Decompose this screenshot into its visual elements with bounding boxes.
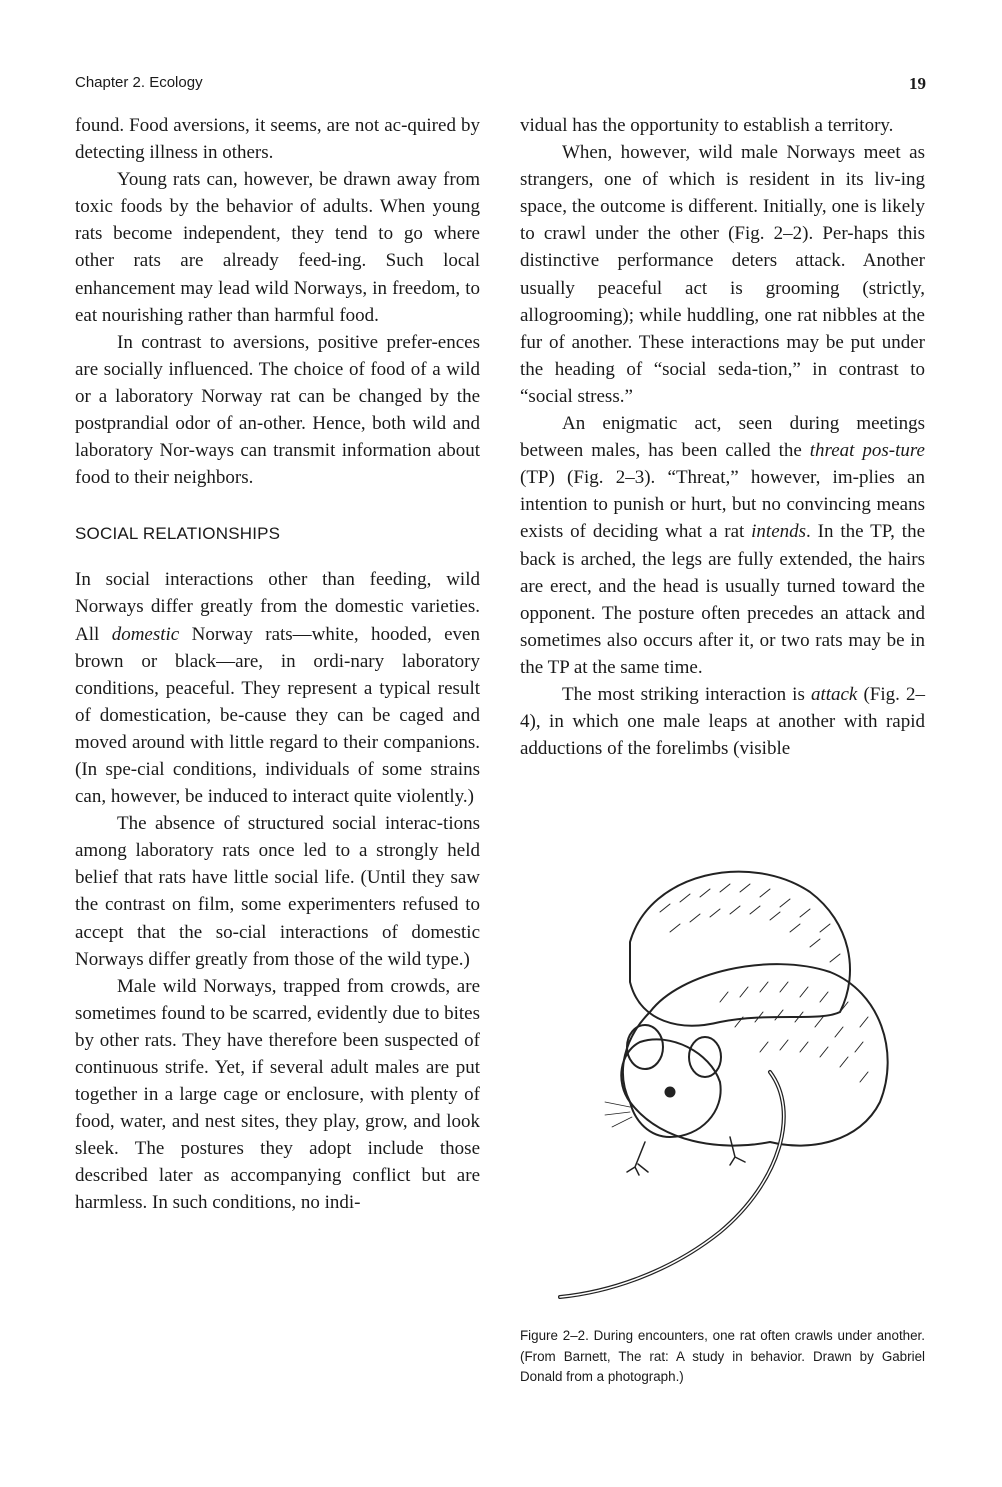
- section-heading: SOCIAL RELATIONSHIPS: [75, 524, 281, 544]
- emphasis: attack: [810, 683, 858, 705]
- text-run: The most striking interaction is: [562, 683, 811, 705]
- paragraph: [75, 566, 480, 810]
- paragraph: found. Food aversions, it seems, are not ac-quired by detecting illness in others.: [75, 115, 480, 164]
- rat-drawing: [520, 852, 925, 1312]
- text-run: In social interactions other than feeding, wild Norways differ greatly from the domestic varieties. All: [75, 569, 480, 645]
- left-column: [75, 112, 480, 1217]
- rat-ear: [689, 1037, 721, 1077]
- text-run: An enigmatic act, seen during meetings between males, has been called the: [520, 413, 925, 462]
- paragraph: In contrast to aversions, positive prefer-ences are socially influenced. The choice of food of a wild or a laboratory Norway rat can be changed by the postprandial odor of an-other. Hence, both wild and laboratory Nor-ways can transmit information about food to their neighbors.: [75, 331, 480, 489]
- emphasis: domestic: [111, 623, 180, 645]
- rat-forepaw: [627, 1142, 648, 1175]
- emphasis: threat pos-ture: [809, 440, 925, 462]
- paragraph: When, however, wild male Norways meet as strangers, one of which is resident in its liv-ing space, the outcome is different. Initially, one is likely to crawl under the other (Fig. 2–2). Per-haps this distinctive performance deters attack. Another usually peaceful act is grooming (strictly, allogrooming); while huddling, one rat nibbles at the fur of another. These interactions may be put under the heading of “social seda-tion,” in contrast to “social stress.”: [520, 142, 925, 407]
- emphasis: intends: [751, 521, 807, 543]
- rat-forepaw: [730, 1137, 745, 1165]
- right-column: [520, 112, 925, 762]
- running-head: [75, 74, 926, 98]
- page-number: 19: [909, 74, 926, 93]
- text-run: (Fig. 2–4), in which one male leaps at another with rapid adductions of the forelimbs (visible: [520, 683, 925, 760]
- chapter-label: Chapter 2. Ecology: [75, 74, 203, 91]
- paragraph: Young rats can, however, be drawn away from toxic foods by the behavior of adults. When young rats become independent, they tend to go where other rats are already feed-ing. Such local enhancement may lead wild Norways, in freedom, to eat nourishing rather than harmful food.: [75, 169, 480, 326]
- paragraph: The absence of structured social interac-tions among laboratory rats once led to a strongly held belief that rats have little social life. (Until they saw the contrast on film, some experimenters refused to accept that the so-cial interactions of domestic Norways differ greatly from those of the wild type.): [75, 813, 480, 970]
- text-run: (TP) (Fig. 2–3). “Threat,” however, im-plies an intention to punish or hurt, but no convincing means exists of deciding what a rat: [520, 467, 925, 543]
- paragraph: [520, 410, 925, 681]
- paragraph: [520, 681, 925, 762]
- rat-eye: [665, 1087, 675, 1097]
- text-run: Norway rats—white, hooded, even brown or black—are, in ordi-nary laboratory conditions, peaceful. They represent a typical result of domestication, be-cause they can be caged and moved around with little regard to their companions. (In spe-cial conditions, individuals of some strains can, however, be induced to interact quite violently.): [75, 623, 480, 808]
- figure-caption: Figure 2–2. During encounters, one rat often crawls under another. (From Barnett, The rat: A study in behavior. Drawn by Gabriel Donald from a photograph.): [520, 1328, 925, 1384]
- paragraph: Male wild Norways, trapped from crowds, are sometimes found to be scarred, evidently due to bites by other rats. They have therefore been suspected of continuous strife. Yet, if several adult males are put together in a large cage or enclosure, with plenty of food, water, and nest sites, they play, grow, and look sleek. The postures they adopt include those described later as accompanying conflict but are harmless. In such conditions, no indi-: [75, 975, 480, 1214]
- text-run: . In the TP, the back is arched, the legs are fully extended, the hairs are erect, and the head is usually turned toward the opponent. The posture often precedes an attack and sometimes also occurs after it, or two rats may be in the TP at the same time.: [520, 521, 925, 678]
- figure-rat-illustration: [520, 852, 925, 1312]
- upper-rat-body: [630, 872, 850, 1026]
- paragraph: vidual has the opportunity to establish a territory.: [520, 115, 894, 136]
